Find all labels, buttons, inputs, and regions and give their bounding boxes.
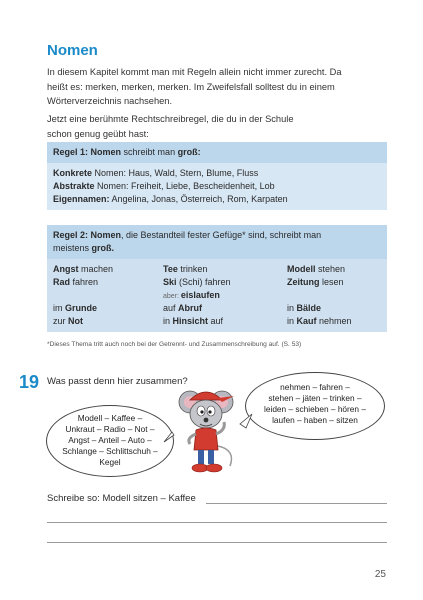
example-line: Eigennamen: Angelina, Jonas, Österreich, Rom, Karpaten <box>53 194 288 204</box>
table-cell: im Grunde <box>53 303 98 313</box>
rule-2-box <box>47 225 387 332</box>
writing-line[interactable] <box>206 503 387 504</box>
rule-2-examples <box>47 259 387 332</box>
table-cell: Ski (Schi) fahren <box>163 277 231 287</box>
writing-line[interactable] <box>47 542 387 543</box>
rule-1-box <box>47 142 387 210</box>
rule-1-heading: Regel 1: Nomen schreibt man groß: <box>47 142 387 163</box>
right-speech-bubble: nehmen – fahren – stehen – jäten – trinken – leiden – schieben – hören – laufen – haben – sitzen <box>245 372 385 440</box>
mouse-mascot-illustration <box>160 380 255 480</box>
rule-2-heading: Regel 2: Nomen, die Bestandteil fester Gefüge* sind, schreibt man meistens groß. <box>47 225 387 259</box>
intro-line: heißt es: merken, merken, merken. Im Zweifelsfall solltest du in einem <box>47 81 335 92</box>
table-cell <box>53 289 163 302</box>
exercise-number: 19 <box>19 372 40 392</box>
table-cell: in Kauf nehmen <box>287 316 352 326</box>
example-line: Abstrakte Nomen: Freiheit, Liebe, Bescheidenheit, Lob <box>53 181 275 191</box>
writing-line[interactable] <box>47 522 387 523</box>
intro-line: Wörterverzeichnis nachsehen. <box>47 96 173 106</box>
table-cell: in Bälde <box>287 303 322 313</box>
table-cell: Zeitung lesen <box>287 277 344 287</box>
page-title: Nomen <box>47 42 98 59</box>
table-cell: Modell stehen <box>287 264 346 274</box>
table-cell: zur Not <box>53 316 84 326</box>
lead-line: Jetzt eine berühmte Rechtschreibregel, die du in der Schule <box>47 114 294 124</box>
example-line: Konkrete Nomen: Haus, Wald, Stern, Blume, Fluss <box>53 168 259 178</box>
intro-paragraph <box>47 65 392 109</box>
table-cell <box>287 289 381 302</box>
table-cell: in Hinsicht auf <box>163 316 224 326</box>
lead-paragraph <box>47 112 392 141</box>
table-cell: auf Abruf <box>163 303 203 313</box>
table-cell: Angst machen <box>53 264 114 274</box>
rule-1-examples <box>47 163 387 210</box>
exercise-instruction: Schreibe so: Modell sitzen – Kaffee <box>47 493 196 504</box>
table-cell: Rad fahren <box>53 277 99 287</box>
lead-line: schon genug geübt hast: <box>47 128 149 139</box>
page-number: 25 <box>374 569 386 580</box>
table-cell: Tee trinken <box>163 264 208 274</box>
left-speech-bubble: Modell – Kaffee – Unkraut – Radio – Not – Angst – Anteil – Auto – Schlange – Schlittschuh – Kegel <box>46 405 174 477</box>
table-cell: aber: eislaufen <box>163 290 220 300</box>
intro-line: In diesem Kapitel kommt man mit Regeln allein nicht immer zurecht. Da <box>47 67 342 77</box>
exercise-question: Was passt denn hier zusammen? <box>47 376 188 387</box>
footnote: *Dieses Thema tritt auch noch bei der Getrennt- und Zusammenschreibung auf. (S. 53) <box>47 341 302 348</box>
